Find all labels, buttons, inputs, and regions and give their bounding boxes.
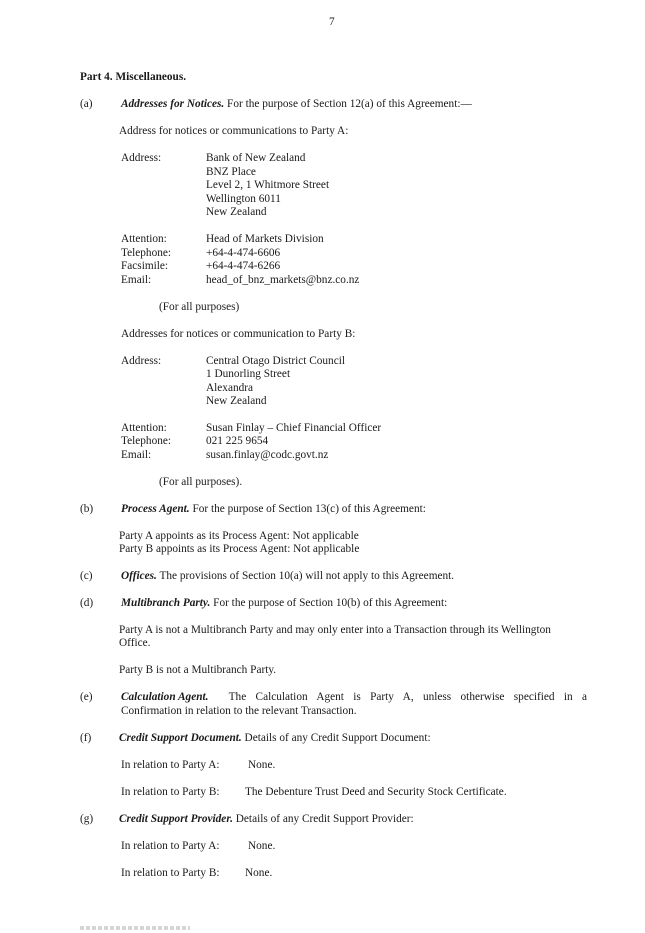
clause-f-heading — [119, 732, 431, 746]
party-b-address-line: 1 Dunorling Street — [206, 368, 291, 380]
clause-g-party-a-label: In relation to Party A: — [121, 840, 220, 852]
party-b-address-label: Address: — [121, 355, 162, 367]
clause-g-text: Details of any Credit Support Provider: — [232, 813, 414, 825]
clause-f-party-a-value: None. — [248, 759, 276, 771]
clause-g-party-b-label: In relation to Party B: — [121, 867, 220, 879]
party-b-address-line: New Zealand — [206, 395, 267, 407]
clause-g-party-b-value: None. — [245, 867, 273, 879]
clause-c-label: (c) — [80, 570, 93, 582]
clause-a-label: (a) — [80, 98, 93, 110]
clause-d-title: Multibranch Party. — [121, 597, 211, 609]
clause-e-label: (e) — [80, 691, 93, 703]
clause-g-title: Credit Support Provider. — [119, 813, 233, 825]
clause-b-line: Party A appoints as its Process Agent: Not applicable — [119, 530, 359, 542]
footer-reference — [80, 926, 190, 930]
clause-d-label: (d) — [80, 597, 94, 609]
clause-d-paragraph: Party A is not a Multibranch Party and may only enter into a Transaction through its Wellington — [119, 624, 551, 636]
clause-d-paragraph: Party B is not a Multibranch Party. — [119, 664, 277, 676]
party-b-telephone: 021 225 9654 — [206, 435, 269, 447]
party-a-telephone: +64-4-474-6606 — [206, 247, 281, 259]
party-a-purposes: (For all purposes) — [159, 301, 240, 313]
clause-d-paragraph: Office. — [119, 637, 151, 649]
clause-e-text-continued: Confirmation in relation to the relevant Transaction. — [121, 705, 357, 717]
clause-f-label: (f) — [80, 732, 92, 744]
party-a-attention-label: Attention: — [121, 233, 167, 245]
party-a-address-line: BNZ Place — [206, 166, 256, 178]
clause-g-heading — [119, 813, 414, 827]
party-a-address-line: New Zealand — [206, 206, 267, 218]
party-a-address-label: Address: — [121, 152, 162, 164]
clause-e-heading — [121, 691, 587, 705]
clause-a-text: For the purpose of Section 12(a) of this Agreement:— — [224, 98, 472, 110]
clause-g-party-a-value: None. — [248, 840, 276, 852]
part-heading: Part 4. Miscellaneous. — [80, 71, 187, 83]
clause-a-title: Addresses for Notices. — [121, 98, 225, 110]
party-a-attention: Head of Markets Division — [206, 233, 324, 245]
party-b-purposes: (For all purposes). — [159, 476, 243, 488]
party-b-email: susan.finlay@codc.govt.nz — [206, 449, 329, 461]
clause-b-text: For the purpose of Section 13(c) of this Agreement: — [189, 503, 426, 515]
clause-d-heading — [121, 597, 447, 611]
clause-a-heading — [121, 98, 472, 112]
party-b-address-line: Central Otago District Council — [206, 355, 345, 367]
party-b-intro: Addresses for notices or communication to Party B: — [121, 328, 356, 340]
clause-c-text: The provisions of Section 10(a) will not apply to this Agreement. — [156, 570, 455, 582]
clause-b-title: Process Agent. — [121, 503, 190, 515]
party-a-telephone-label: Telephone: — [121, 247, 172, 259]
page-number: 7 — [329, 16, 335, 28]
party-a-address-line: Bank of New Zealand — [206, 152, 306, 164]
party-b-address-line: Alexandra — [206, 382, 254, 394]
clause-f-text: Details of any Credit Support Document: — [241, 732, 431, 744]
party-a-facsimile: +64-4-474-6266 — [206, 260, 281, 272]
clause-d-text: For the purpose of Section 10(b) of this Agreement: — [210, 597, 448, 609]
clause-c-heading — [121, 570, 454, 584]
party-b-telephone-label: Telephone: — [121, 435, 172, 447]
clause-f-party-b-label: In relation to Party B: — [121, 786, 220, 798]
party-a-email: head_of_bnz_markets@bnz.co.nz — [206, 274, 360, 286]
party-a-email-label: Email: — [121, 274, 152, 286]
clause-f-party-a-label: In relation to Party A: — [121, 759, 220, 771]
clause-b-line: Party B appoints as its Process Agent: Not applicable — [119, 543, 360, 555]
clause-b-heading — [121, 503, 426, 517]
party-b-attention-label: Attention: — [121, 422, 167, 434]
clause-g-label: (g) — [80, 813, 94, 825]
party-a-intro: Address for notices or communications to Party A: — [119, 125, 349, 137]
party-a-address-line: Level 2, 1 Whitmore Street — [206, 179, 330, 191]
party-a-facsimile-label: Facsimile: — [121, 260, 169, 272]
party-b-email-label: Email: — [121, 449, 152, 461]
party-a-address-line: Wellington 6011 — [206, 193, 281, 205]
clause-c-title: Offices. — [121, 570, 157, 582]
clause-b-label: (b) — [80, 503, 94, 515]
clause-f-party-b-value: The Debenture Trust Deed and Security Stock Certificate. — [245, 786, 507, 798]
party-b-attention: Susan Finlay – Chief Financial Officer — [206, 422, 382, 434]
clause-f-title: Credit Support Document. — [119, 732, 242, 744]
clause-e-text: The Calculation Agent is Party A, unless otherwise specified in a — [228, 691, 587, 703]
clause-e-title: Calculation Agent. — [121, 691, 209, 703]
